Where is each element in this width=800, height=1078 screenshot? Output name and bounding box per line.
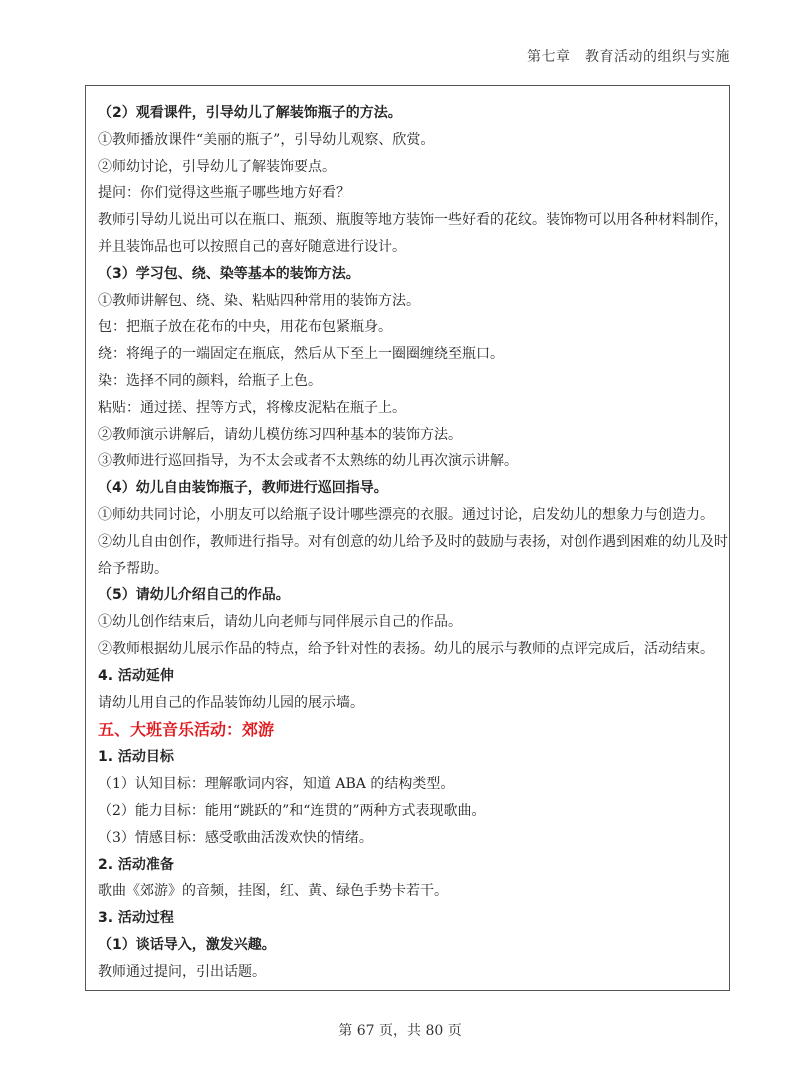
subheading: （1）谈话导入，激发兴趣。: [98, 936, 276, 953]
paragraph-line: 歌曲《郊游》的音频，挂图，红、黄、绿色手势卡若干。: [98, 883, 448, 900]
chapter-header: 第七章 教育活动的组织与实施: [527, 49, 730, 65]
paragraph-line: 教师通过提问，引出话题。: [98, 963, 266, 980]
paragraph-line: 提问：你们觉得这些瓶子哪些地方好看？: [98, 185, 350, 202]
paragraph-line: 请幼儿用自己的作品装饰幼儿园的展示墙。: [98, 694, 364, 711]
subheading: 1. 活动目标: [98, 749, 174, 766]
paragraph-line: （3）情感目标：感受歌曲活泼欢快的情绪。: [98, 829, 373, 846]
subheading: （3）学习包、绕、染等基本的装饰方法。: [98, 265, 360, 282]
paragraph-line: 并且装饰品也可以按照自己的喜好随意进行设计。: [98, 238, 406, 255]
paragraph-line: 包：把瓶子放在花布的中央，用花布包紧瓶身。: [98, 319, 392, 336]
subheading: （2）观看课件，引导幼儿了解装饰瓶子的方法。: [98, 105, 402, 121]
paragraph-line: 教师引导幼儿说出可以在瓶口、瓶颈、瓶腹等地方装饰一些好看的花纹。装饰物可以用各种材料制作，: [98, 212, 728, 229]
paragraph-line: ①教师播放课件“美丽的瓶子”，引导幼儿观察、欣赏。: [98, 131, 435, 148]
section-title: 五、大班音乐活动：郊游: [98, 720, 275, 740]
paragraph-line: ②教师演示讲解后，请幼儿模仿练习四种基本的装饰方法。: [98, 426, 462, 443]
subheading: （4）幼儿自由装饰瓶子，教师进行巡回指导。: [98, 480, 388, 497]
page-number: 第 67 页，共 80 页: [338, 1023, 462, 1039]
paragraph-line: ②师幼讨论，引导幼儿了解装饰要点。: [98, 158, 336, 175]
paragraph-line: ③教师进行巡回指导，为不太会或者不太熟练的幼儿再次演示讲解。: [98, 453, 518, 470]
subheading: 2. 活动准备: [98, 856, 174, 873]
paragraph-line: ②教师根据幼儿展示作品的特点，给予针对性的表扬。幼儿的展示与教师的点评完成后，活动结束。: [98, 640, 714, 657]
paragraph-line: 给予帮助。: [98, 560, 168, 577]
paragraph-line: （2）能力目标：能用“跳跃的”和“连贯的”两种方式表现歌曲。: [98, 802, 486, 819]
paragraph-line: ①教师讲解包、绕、染、粘贴四种常用的装饰方法。: [98, 292, 420, 309]
content-box: [85, 85, 730, 991]
subheading: （5）请幼儿介绍自己的作品。: [98, 587, 290, 604]
paragraph-line: ①师幼共同讨论，小朋友可以给瓶子设计哪些漂亮的衣服。通过讨论，启发幼儿的想象力与创造力。: [98, 506, 714, 523]
subheading: 3. 活动过程: [98, 910, 174, 927]
paragraph-line: （1）认知目标：理解歌词内容，知道 ABA 的结构类型。: [98, 776, 455, 793]
paragraph-line: ①幼儿创作结束后，请幼儿向老师与同伴展示自己的作品。: [98, 614, 462, 631]
paragraph-line: 染：选择不同的颜料，给瓶子上色。: [98, 372, 322, 389]
paragraph-line: 粘贴：通过搓、捏等方式，将橡皮泥粘在瓶子上。: [98, 399, 406, 416]
paragraph-line: 绕：将绳子的一端固定在瓶底，然后从下至上一圈圈缠绕至瓶口。: [98, 346, 504, 363]
paragraph-line: ②幼儿自由创作，教师进行指导。对有创意的幼儿给予及时的鼓励与表扬，对创作遇到困难的幼儿及时: [98, 533, 728, 550]
subheading: 4. 活动延伸: [98, 667, 174, 684]
